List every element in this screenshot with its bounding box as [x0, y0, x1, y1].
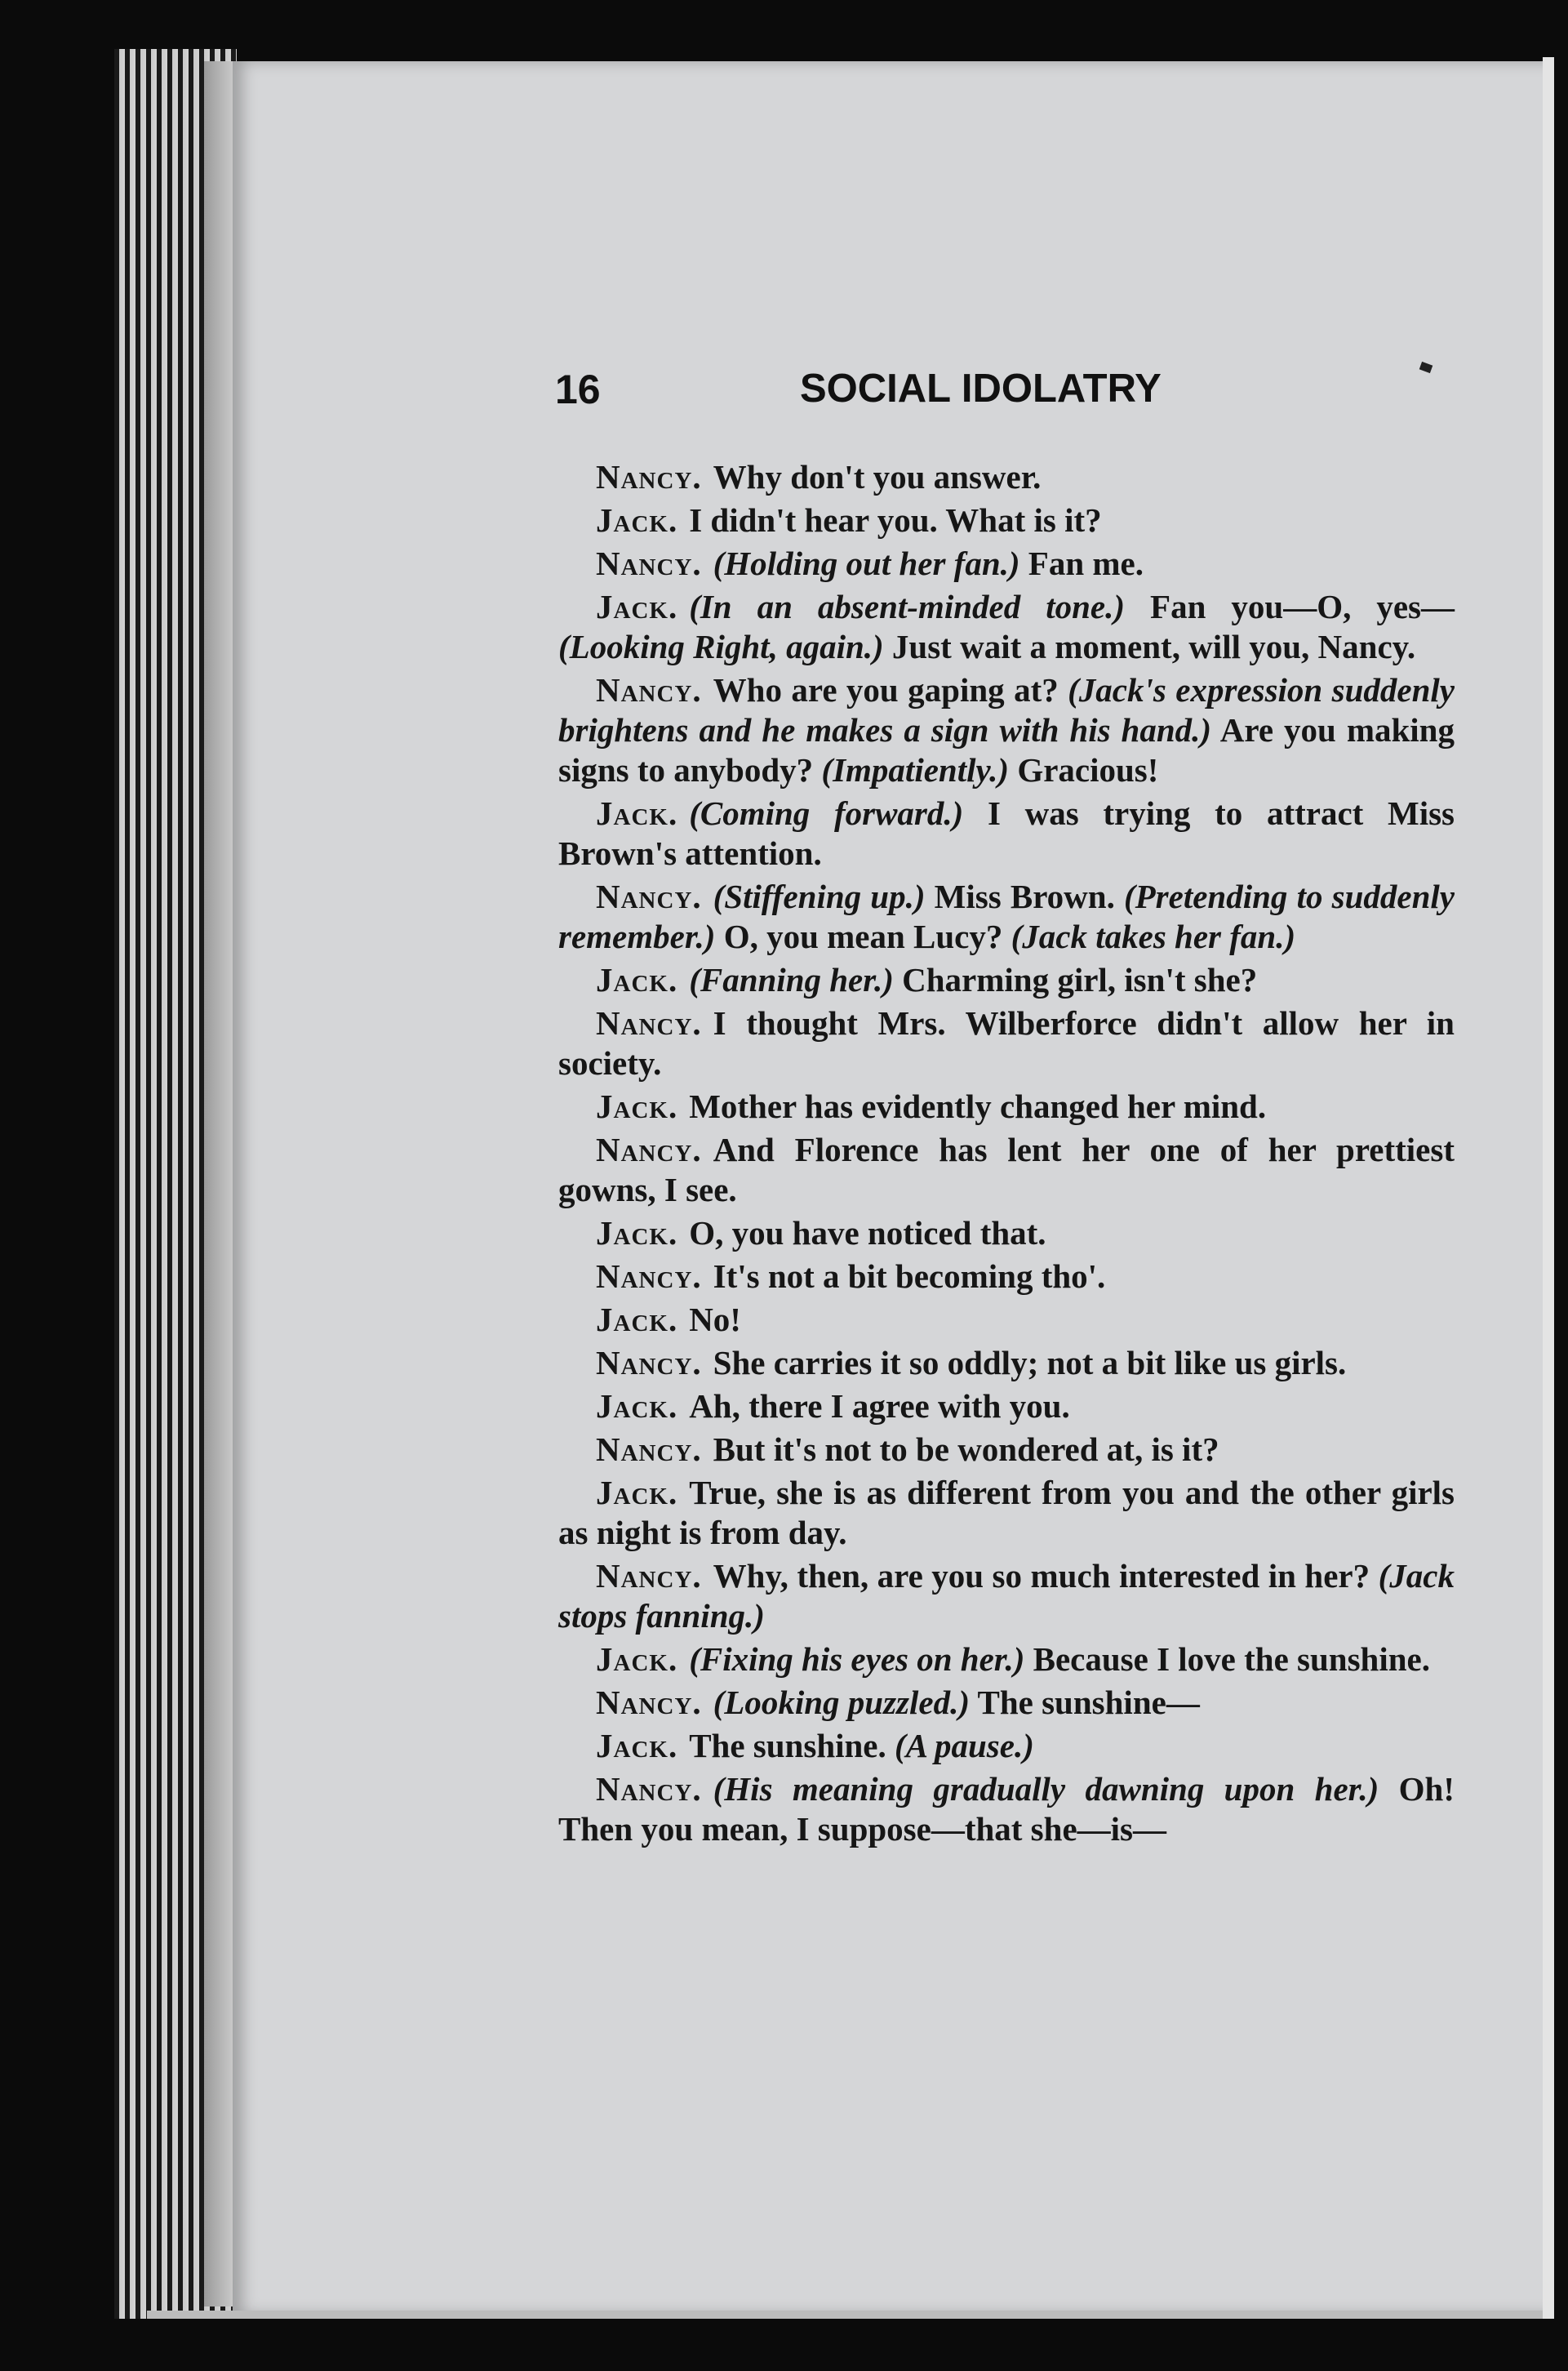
speech-text: O, you mean Lucy?: [715, 918, 1011, 955]
dialogue-line: [558, 1130, 1455, 1210]
stage-direction: (Looking puzzled.): [713, 1684, 970, 1721]
dialogue-line: [558, 1386, 1455, 1426]
speaker-name: Nancy.: [596, 1770, 702, 1808]
speaker-name: Nancy.: [596, 1257, 702, 1295]
dialogue-line: [558, 1556, 1455, 1636]
dialogue-line: [558, 1343, 1455, 1383]
speaker-name: Nancy.: [596, 1344, 702, 1381]
stage-direction: (Fanning her.): [689, 961, 894, 999]
speech-text: And Florence has lent her one of her prettiest gowns, I see.: [558, 1131, 1455, 1208]
speaker-name: Jack.: [596, 1640, 678, 1678]
speaker-name: Nancy.: [596, 671, 702, 709]
dialogue-line: [558, 587, 1455, 667]
speech-text: Fan you—O, yes—: [1125, 588, 1455, 625]
stage-direction: (Holding out her fan.): [713, 545, 1020, 582]
speech-text: O, you have noticed that.: [689, 1214, 1046, 1252]
speech-text: True, she is as different from you and the other girls as night is from day.: [558, 1474, 1455, 1551]
dialogue-line: [558, 1003, 1455, 1083]
dialogue-line: [558, 1430, 1455, 1470]
speech-text: Why, then, are you so much interested in her?: [713, 1557, 1379, 1595]
binding-shadow: [204, 61, 237, 2306]
dialogue-line: [558, 794, 1455, 874]
speech-text: She carries it so oddly; not a bit like us girls.: [713, 1344, 1347, 1381]
speaker-name: Nancy.: [596, 1004, 702, 1042]
speaker-name: Jack.: [596, 794, 678, 832]
speaker-name: Jack.: [596, 1727, 678, 1764]
dialogue-line: [558, 1257, 1455, 1297]
stage-direction: (Pretending to suddenly remember.): [558, 878, 1455, 955]
speaker-name: Jack.: [596, 1301, 678, 1338]
stage-direction: (Fixing his eyes on her.): [689, 1640, 1025, 1678]
stage-direction: (Looking Right, again.): [558, 628, 884, 665]
dialogue-line: [558, 1087, 1455, 1127]
speech-text: I was trying to attract Miss Brown's attention.: [558, 794, 1455, 872]
speech-text: Charming girl, isn't she?: [893, 961, 1258, 999]
running-header: [555, 366, 1445, 423]
speaker-name: Nancy.: [596, 878, 702, 915]
speech-text: Miss Brown.: [925, 878, 1124, 915]
stage-direction: (A pause.): [895, 1727, 1034, 1764]
speech-text: But it's not to be wondered at, is it?: [713, 1430, 1219, 1468]
speaker-name: Nancy.: [596, 1684, 702, 1721]
speaker-name: Jack.: [596, 961, 678, 999]
stage-direction: (Coming forward.): [689, 794, 964, 832]
speech-text: It's not a bit becoming tho'.: [713, 1257, 1106, 1295]
dialogue-line: [558, 1300, 1455, 1340]
dialogue-line: [558, 1213, 1455, 1253]
speaker-name: Jack.: [596, 1387, 678, 1425]
speech-text: Because I love the sunshine.: [1024, 1640, 1430, 1678]
speaker-name: Nancy.: [596, 1557, 702, 1595]
dialogue-line: [558, 544, 1455, 584]
stage-direction: (Jack stops fanning.): [558, 1557, 1455, 1635]
speech-text: Just wait a moment, will you, Nancy.: [883, 628, 1416, 665]
speech-text: The sunshine—: [970, 1684, 1200, 1721]
dialogue-line: [558, 960, 1455, 1000]
page-right-edge: [1543, 57, 1554, 2319]
dialogue-line: [558, 457, 1455, 497]
speech-text: Why don't you answer.: [713, 458, 1042, 496]
speaker-name: Nancy.: [596, 545, 702, 582]
page-bottom-edge: [147, 2311, 1543, 2319]
speech-text: Ah, there I agree with you.: [689, 1387, 1070, 1425]
dialogue-line: [558, 1473, 1455, 1553]
speech-text: Gracious!: [1009, 751, 1159, 789]
speaker-name: Jack.: [596, 1214, 678, 1252]
speaker-name: Jack.: [596, 1474, 678, 1511]
stage-direction: (Jack takes her fan.): [1011, 918, 1296, 955]
dialogue-text: [558, 457, 1455, 1853]
dialogue-line: [558, 1726, 1455, 1766]
speaker-name: Nancy.: [596, 1430, 702, 1468]
speech-text: Oh! Then you mean, I suppose—that she—is—: [558, 1770, 1455, 1848]
dialogue-line: [558, 1683, 1455, 1723]
dialogue-line: [558, 1769, 1455, 1849]
speech-text: Who are you gaping at?: [713, 671, 1068, 709]
page-number: 16: [555, 367, 601, 412]
stage-direction: (In an absent-minded tone.): [689, 588, 1126, 625]
stage-direction: (Stiffening up.): [713, 878, 926, 915]
speech-text: Mother has evidently changed her mind.: [689, 1088, 1267, 1125]
speech-text: Are you making signs to anybody?: [558, 711, 1455, 789]
stage-direction: (Jack's expression suddenly brightens and he makes a sign with his hand.): [558, 671, 1455, 749]
stage-direction: (His meaning gradually dawning upon her.): [713, 1770, 1379, 1808]
speaker-name: Jack.: [596, 588, 678, 625]
speech-text: I thought Mrs. Wilberforce didn't allow her in society.: [558, 1004, 1455, 1082]
speech-text: I didn't hear you. What is it?: [689, 501, 1102, 539]
speaker-name: Jack.: [596, 501, 678, 539]
speech-text: No!: [689, 1301, 741, 1338]
running-title: SOCIAL IDOLATRY: [800, 367, 1162, 411]
speaker-name: Nancy.: [596, 458, 702, 496]
dialogue-line: [558, 500, 1455, 540]
speaker-name: Jack.: [596, 1088, 678, 1125]
speech-text: The sunshine.: [689, 1727, 895, 1764]
dialogue-line: [558, 670, 1455, 790]
stage-direction: (Impatiently.): [821, 751, 1010, 789]
dialogue-line: [558, 877, 1455, 957]
speech-text: Fan me.: [1019, 545, 1144, 582]
speaker-name: Nancy.: [596, 1131, 702, 1168]
dialogue-line: [558, 1639, 1455, 1679]
